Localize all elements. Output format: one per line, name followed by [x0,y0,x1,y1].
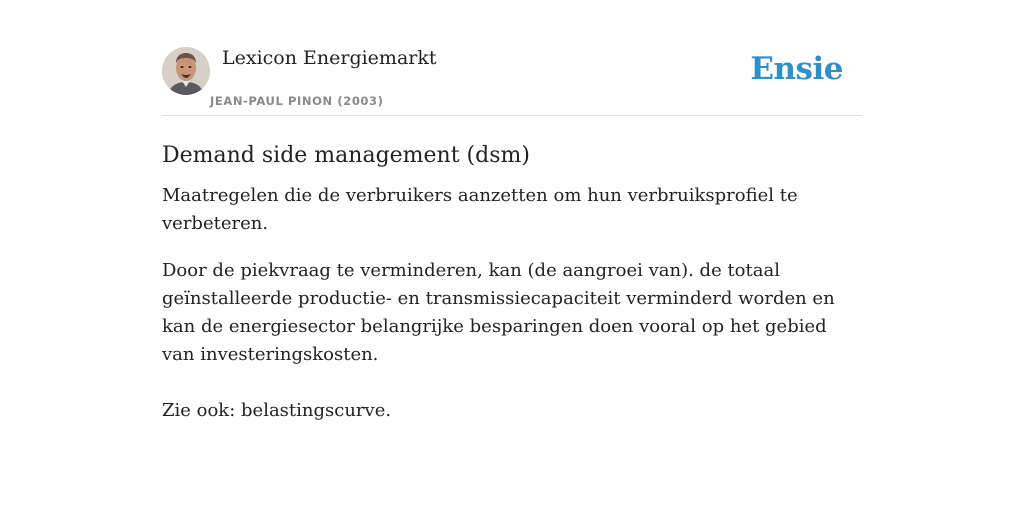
see-also-prefix: Zie ook: [162,400,242,421]
see-also-suffix: . [385,400,392,421]
ensie-logo-link[interactable]: Ensie [750,51,843,87]
entry-title: Demand side management (dsm) [162,143,530,168]
see-also-link[interactable]: belastingscurve [241,400,386,421]
author-name: JEAN-PAUL PINON (2003) [210,94,384,108]
entry-definition: Maatregelen die de verbruikers aanzetten om hun verbruiksprofiel te verbeteren. [162,185,798,234]
entry-body: Door de piekvraag te verminderen, kan (de aangroei van). de totaal geïnstalleerde productie- en transmissiecapaciteit verminderd worden en kan de energiesector belangrijke besparingen doen vooral op het gebied van investeringskosten. [162,260,835,365]
author-photo-icon [162,47,210,95]
entry-page [162,44,862,425]
see-also [162,397,862,425]
author-avatar[interactable] [162,47,210,95]
header [162,44,862,116]
lexicon-title[interactable]: Lexicon Energiemarkt [222,47,437,69]
